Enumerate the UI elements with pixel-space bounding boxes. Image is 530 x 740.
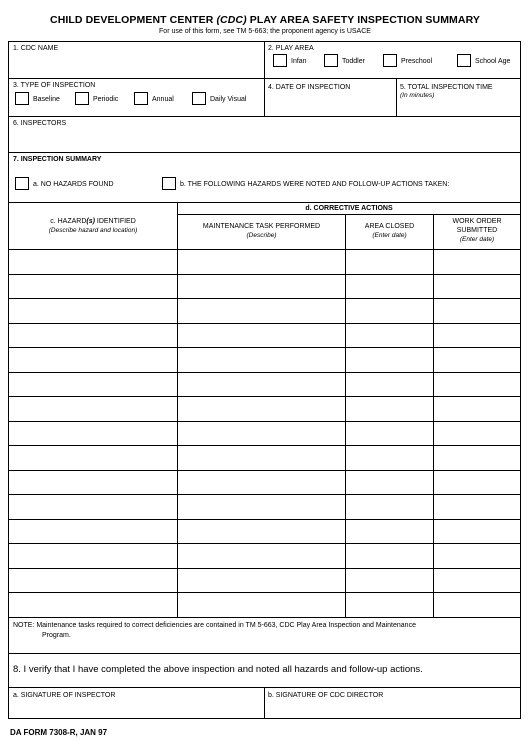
inspector-signature-field[interactable] <box>9 688 264 718</box>
summary-label: 7. INSPECTION SUMMARY <box>13 156 102 163</box>
task-cell[interactable] <box>178 299 345 323</box>
no-hazards-label: a. NO HAZARDS FOUND <box>33 181 114 188</box>
area-closed-cell[interactable] <box>346 275 433 299</box>
title-text-2: (CDC) <box>216 14 247 26</box>
inspectors-label: 6. INSPECTORS <box>13 120 67 127</box>
table-row <box>9 446 520 471</box>
play-area-preschool-checkbox[interactable] <box>383 54 397 67</box>
task-cell[interactable] <box>178 373 345 397</box>
divider <box>264 42 265 78</box>
type-daily-visual-label: Daily Visual <box>210 96 247 103</box>
hazard-header-text-1: c. HAZARD <box>50 218 87 225</box>
play-area-infant-checkbox[interactable] <box>273 54 287 67</box>
divider <box>9 617 520 618</box>
corrective-actions-header: d. CORRECTIVE ACTIONS <box>305 205 393 212</box>
area-closed-column-subheader: (Enter date) <box>372 232 407 239</box>
work-order-cell[interactable] <box>434 324 520 348</box>
play-area-school-age-label: School Age <box>475 58 511 65</box>
area-closed-cell[interactable] <box>346 250 433 274</box>
work-order-cell[interactable] <box>434 520 520 544</box>
task-cell[interactable] <box>178 593 345 617</box>
work-order-cell[interactable] <box>434 593 520 617</box>
area-closed-cell[interactable] <box>346 422 433 446</box>
form-subtitle: For use of this form, see TM 5-663; the proponent agency is USACE <box>159 28 371 35</box>
divider <box>9 653 520 654</box>
time-field[interactable] <box>397 79 520 116</box>
hazard-cell[interactable] <box>9 495 177 519</box>
task-cell[interactable] <box>178 397 345 421</box>
table-row <box>9 593 520 618</box>
task-cell[interactable] <box>178 495 345 519</box>
divider <box>9 202 520 203</box>
hazard-header-text-3: IDENTIFIED <box>94 218 136 225</box>
task-cell[interactable] <box>178 250 345 274</box>
area-closed-cell[interactable] <box>346 569 433 593</box>
work-order-cell[interactable] <box>434 373 520 397</box>
hazard-cell[interactable] <box>9 544 177 568</box>
table-row <box>9 275 520 300</box>
play-area-label: 2. PLAY AREA <box>268 45 314 52</box>
play-area-toddler-label: Toddler <box>342 58 365 65</box>
type-baseline-checkbox[interactable] <box>15 92 29 105</box>
area-closed-cell[interactable] <box>346 397 433 421</box>
hazard-cell[interactable] <box>9 593 177 617</box>
time-label: 5. TOTAL INSPECTION TIME <box>400 84 493 91</box>
task-column-subheader: (Describe) <box>246 232 277 239</box>
time-sublabel: (In minutes) <box>400 92 435 99</box>
play-area-preschool-label: Preschool <box>401 58 433 65</box>
form-title <box>0 14 530 26</box>
hazards-noted-checkbox[interactable] <box>162 177 176 190</box>
table-row <box>9 299 520 324</box>
table-row <box>9 422 520 447</box>
task-cell[interactable] <box>178 471 345 495</box>
hazard-cell[interactable] <box>9 446 177 470</box>
hazard-cell[interactable] <box>9 250 177 274</box>
inspection-form <box>8 41 521 719</box>
play-area-school-age-checkbox[interactable] <box>457 54 471 67</box>
area-closed-cell[interactable] <box>346 324 433 348</box>
play-area-toddler-checkbox[interactable] <box>324 54 338 67</box>
area-closed-cell[interactable] <box>346 495 433 519</box>
table-row <box>9 544 520 569</box>
table-row <box>9 471 520 496</box>
area-closed-cell[interactable] <box>346 520 433 544</box>
work-order-column-subheader: (Enter date) <box>459 236 495 243</box>
task-cell[interactable] <box>178 348 345 372</box>
type-annual-checkbox[interactable] <box>134 92 148 105</box>
work-order-cell[interactable] <box>434 250 520 274</box>
table-row <box>9 397 520 422</box>
hazard-header-text-2: (s) <box>86 218 95 225</box>
hazard-cell[interactable] <box>9 422 177 446</box>
task-cell[interactable] <box>178 422 345 446</box>
form-number: DA FORM 7308-R, JAN 97 <box>10 728 108 737</box>
work-order-cell[interactable] <box>434 275 520 299</box>
work-order-column-header-2: SUBMITTED <box>456 227 498 234</box>
area-closed-cell[interactable] <box>346 471 433 495</box>
task-cell[interactable] <box>178 544 345 568</box>
type-daily-visual-checkbox[interactable] <box>192 92 206 105</box>
area-closed-cell[interactable] <box>346 348 433 372</box>
task-cell[interactable] <box>178 324 345 348</box>
date-label: 4. DATE OF INSPECTION <box>268 84 351 91</box>
task-cell[interactable] <box>178 520 345 544</box>
play-area-infant-label: Infan <box>291 58 307 65</box>
work-order-cell[interactable] <box>434 397 520 421</box>
divider <box>9 152 520 153</box>
work-order-cell[interactable] <box>434 422 520 446</box>
cdc-name-label: 1. CDC NAME <box>13 45 59 52</box>
note-line-2: Program. <box>42 632 71 639</box>
task-column-header: MAINTENANCE TASK PERFORMED <box>202 223 321 230</box>
date-field[interactable] <box>265 79 396 116</box>
title-text-1: CHILD DEVELOPMENT CENTER <box>50 14 217 26</box>
type-baseline-label: Baseline <box>33 96 60 103</box>
cdc-name-field[interactable] <box>9 42 264 78</box>
hazard-cell[interactable] <box>9 299 177 323</box>
work-order-cell[interactable] <box>434 544 520 568</box>
work-order-cell[interactable] <box>434 446 520 470</box>
work-order-cell[interactable] <box>434 348 520 372</box>
note-line-1: NOTE: Maintenance tasks required to correct deficiencies are contained in TM 5-663, CDC Play Area Inspection and Maintenance <box>13 622 416 629</box>
area-closed-column-header: AREA CLOSED <box>364 223 415 230</box>
task-cell[interactable] <box>178 275 345 299</box>
inspection-type-label: 3. TYPE OF INSPECTION <box>13 82 96 89</box>
hazard-column-header <box>9 218 177 225</box>
hazard-cell[interactable] <box>9 569 177 593</box>
title-text-3: PLAY AREA SAFETY INSPECTION SUMMARY <box>246 14 480 26</box>
type-annual-label: Annual <box>152 96 174 103</box>
director-signature-label: b. SIGNATURE OF CDC DIRECTOR <box>268 692 384 699</box>
hazards-noted-label: b. THE FOLLOWING HAZARDS WERE NOTED AND FOLLOW-UP ACTIONS TAKEN: <box>180 181 450 188</box>
table-row <box>9 250 520 275</box>
work-order-cell[interactable] <box>434 471 520 495</box>
task-cell[interactable] <box>178 569 345 593</box>
no-hazards-checkbox[interactable] <box>15 177 29 190</box>
table-row <box>9 373 520 398</box>
hazard-cell[interactable] <box>9 373 177 397</box>
inspectors-field[interactable] <box>9 117 520 152</box>
inspector-signature-label: a. SIGNATURE OF INSPECTOR <box>13 692 116 699</box>
area-closed-cell[interactable] <box>346 373 433 397</box>
hazard-cell[interactable] <box>9 397 177 421</box>
area-closed-cell[interactable] <box>346 593 433 617</box>
hazard-cell[interactable] <box>9 471 177 495</box>
work-order-cell[interactable] <box>434 569 520 593</box>
work-order-column-header-1: WORK ORDER <box>452 218 502 225</box>
verification-statement: 8. I verify that I have completed the above inspection and noted all hazards and follow-up actions. <box>13 664 423 675</box>
work-order-cell[interactable] <box>434 299 520 323</box>
table-row <box>9 324 520 349</box>
table-row <box>9 569 520 594</box>
director-signature-field[interactable] <box>265 688 520 718</box>
work-order-cell[interactable] <box>434 495 520 519</box>
table-row <box>9 348 520 373</box>
hazard-cell[interactable] <box>9 348 177 372</box>
table-row <box>9 520 520 545</box>
type-periodic-checkbox[interactable] <box>75 92 89 105</box>
area-closed-cell[interactable] <box>346 299 433 323</box>
task-cell[interactable] <box>178 446 345 470</box>
type-periodic-label: Periodic <box>93 96 119 103</box>
area-closed-cell[interactable] <box>346 446 433 470</box>
table-row <box>9 495 520 520</box>
hazard-cell[interactable] <box>9 520 177 544</box>
hazard-cell[interactable] <box>9 275 177 299</box>
hazard-column-subheader: (Describe hazard and location) <box>48 227 138 234</box>
area-closed-cell[interactable] <box>346 544 433 568</box>
divider <box>177 214 520 215</box>
hazard-cell[interactable] <box>9 324 177 348</box>
